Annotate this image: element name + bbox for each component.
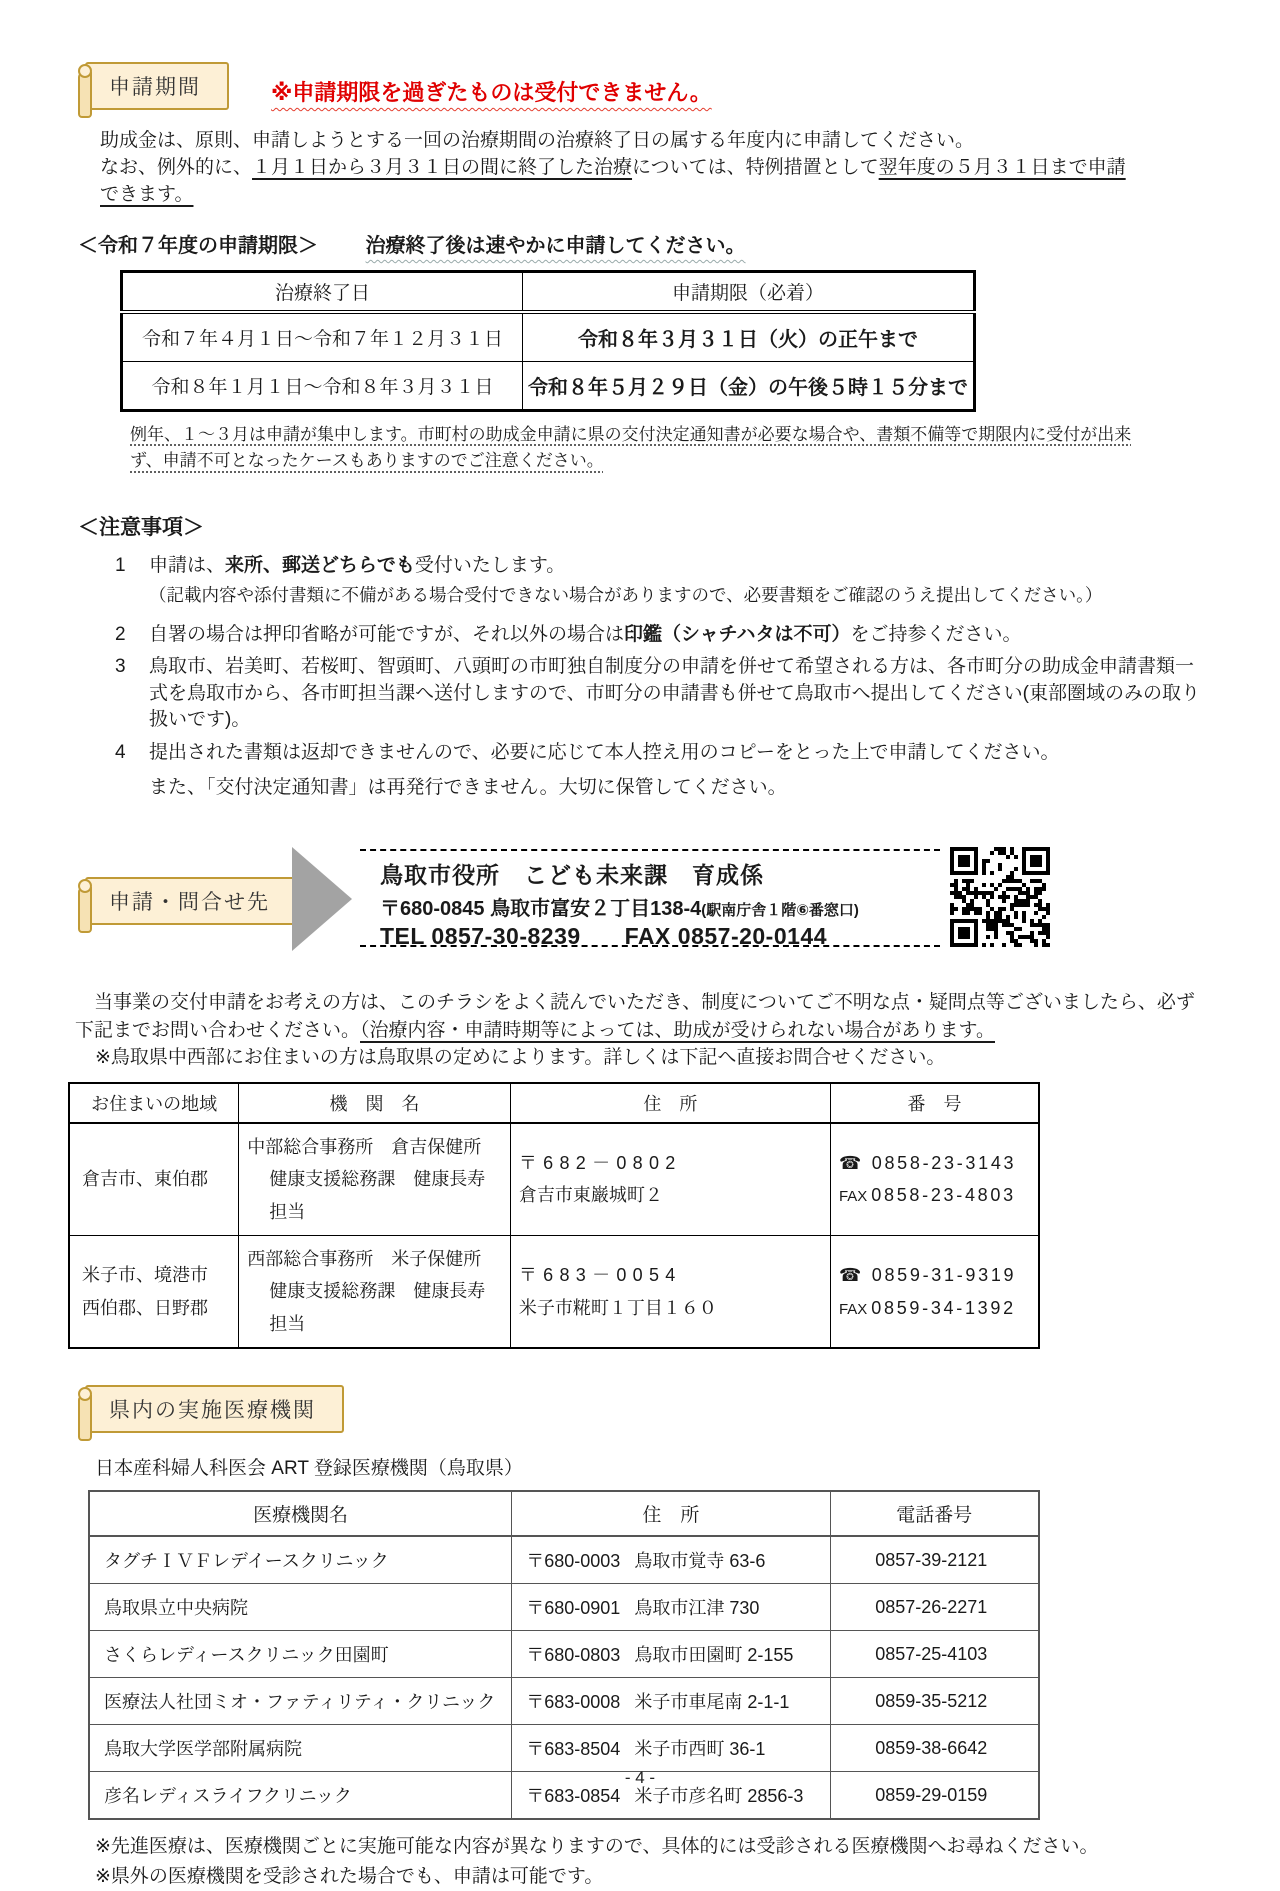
table-row bbox=[122, 361, 975, 410]
table-row bbox=[89, 1536, 1039, 1584]
phone-icon: ☎ bbox=[838, 1265, 865, 1286]
tel-number: 0859-31-9319 bbox=[871, 1265, 1017, 1286]
deadline-heading: ＜令和７年度の申請期限＞ bbox=[78, 234, 318, 257]
period-paragraph-underline1: １月１日から３月３１日の間に終了した治療 bbox=[252, 156, 633, 178]
page-number: - 4 - bbox=[624, 1768, 656, 1787]
clinic-address: 米子市彦名町 2856-3 bbox=[634, 1786, 804, 1807]
clinic-address: 米子市西町 36-1 bbox=[634, 1739, 766, 1760]
period-paragraph-line2-mid: については、特例措置として bbox=[632, 156, 879, 178]
treatment-period-cell: 令和８年１月１日～令和８年３月３１日 bbox=[122, 361, 523, 410]
deadline-cell: 令和８年３月３１日（火）の正午まで bbox=[522, 312, 974, 362]
item-text bbox=[149, 622, 1022, 649]
section-banner-application-period bbox=[85, 62, 229, 110]
clinic-name-cell: 彦名レディスライフクリニック bbox=[89, 1772, 512, 1820]
offices-header-org: 機 関 名 bbox=[239, 1083, 511, 1123]
table-row bbox=[69, 1236, 1039, 1349]
item4-subnote: また、「交付決定通知書」は再発行できません。大切に保管してください。 bbox=[149, 776, 787, 798]
medical-note1: ※先進医療は、医療機関ごとに実施可能な内容が異なりますので、具体的には受診される医療機関へお尋ねください。 bbox=[95, 1836, 1099, 1858]
inquiry-underline: （治療内容・申請時期等によっては、助成が受けられない場合があります。 bbox=[360, 1019, 995, 1041]
table-row bbox=[122, 312, 975, 362]
contact-section bbox=[0, 841, 1280, 959]
deadline-table-note: 例年、１～３月は申請が集中します。市町村の助成金申請に県の交付決定通知書が必要な場合や、書類不備等で期限内に受付が出来ず、申請不可となったケースもありますのでご注意ください。 bbox=[130, 424, 1132, 471]
contact-fax: FAX 0857-20-0144 bbox=[624, 923, 828, 950]
item-number: 1 bbox=[115, 554, 126, 576]
deadline-subheading: 治療終了後は速やかに申請してください。 bbox=[365, 234, 746, 257]
medical-header-address: 住 所 bbox=[512, 1491, 830, 1536]
contact-office-name: 鳥取市役所 こども未来課 育成係 bbox=[380, 862, 764, 889]
contact-address-note: (駅南庁舎１階⑥番窓口) bbox=[701, 902, 859, 920]
fax-number: 0858-23-4803 bbox=[871, 1185, 1016, 1206]
period-paragraph-underline2: 翌年度の５月３１日まで申請 bbox=[878, 156, 1126, 178]
medical-table-header-row bbox=[89, 1491, 1039, 1536]
fax-number: 0859-34-1392 bbox=[871, 1297, 1016, 1318]
clinic-name-cell: さくらレディースクリニック田園町 bbox=[89, 1631, 512, 1678]
clinic-name-cell: 鳥取大学医学部附属病院 bbox=[89, 1725, 512, 1772]
fax-label: FAX bbox=[838, 1188, 868, 1206]
period-paragraph-line1: 助成金は、原則、申請しようとする一回の治療期間の治療終了日の属する年度内に申請してください。 bbox=[100, 130, 975, 151]
item-number: 2 bbox=[115, 623, 126, 645]
section-banner-medical-institutions bbox=[85, 1385, 344, 1433]
clinic-address-cell bbox=[512, 1678, 830, 1725]
offices-table bbox=[68, 1082, 1040, 1349]
table-row bbox=[69, 1123, 1039, 1236]
clinic-address: 鳥取市田園町 2-155 bbox=[634, 1645, 794, 1666]
item2-pre: 自署の場合は押印省略が可能ですが、それ以外の場合は bbox=[149, 623, 625, 645]
list-item bbox=[115, 740, 1200, 767]
deadline-table-header-end-date: 治療終了日 bbox=[122, 271, 523, 312]
period-paragraph-underline3: できます。 bbox=[100, 183, 194, 205]
banner-label: 県内の実施医療機関 bbox=[109, 1399, 316, 1423]
offices-table-header-row bbox=[69, 1083, 1039, 1123]
item1-pre: 申請は、 bbox=[149, 554, 226, 576]
deadline-heading-line bbox=[78, 229, 1280, 258]
table-row bbox=[89, 1631, 1039, 1678]
area-cell bbox=[69, 1236, 239, 1349]
area-cell bbox=[69, 1123, 239, 1236]
cautions-heading: ＜注意事項＞ bbox=[78, 515, 204, 539]
item1-post: 受付いたします。 bbox=[414, 554, 566, 576]
deadline-table bbox=[120, 270, 976, 412]
clinic-phone-cell: 0857-25-4103 bbox=[830, 1631, 1039, 1678]
period-paragraph bbox=[100, 128, 1190, 209]
medical-subtitle: 日本産科婦人科医会 ART 登録医療機関（鳥取県） bbox=[95, 1458, 523, 1480]
clinic-zip: 〒680-0003 bbox=[526, 1551, 621, 1572]
inquiry-line3: ※鳥取県中西部にお住まいの方は鳥取県の定めによります。詳しくは下記へ直接お問合せください。 bbox=[95, 1047, 946, 1069]
medical-note2: ※県外の医療機関を受診された場合でも、申請は可能です。 bbox=[95, 1865, 604, 1887]
table-row bbox=[89, 1678, 1039, 1725]
clinic-name-cell: 医療法人社団ミオ・ファティリティ・クリニック bbox=[89, 1678, 512, 1725]
inquiry-line1: 当事業の交付申請をお考えの方は、このチラシをよく読んでいただき、制度についてご不明な点・疑問点等ございましたら、必ず下記までお問い合わせください。 bbox=[75, 992, 1195, 1041]
clinic-zip: 〒680-0803 bbox=[526, 1645, 621, 1666]
table-row bbox=[89, 1725, 1039, 1772]
org-line1: 中部総合事務所 倉吉保健所 bbox=[247, 1136, 482, 1157]
item-text bbox=[149, 553, 565, 580]
deadline-cell: 令和８年５月２９日（金）の午後５時１５分まで bbox=[522, 361, 974, 410]
arrow-right-icon bbox=[292, 847, 352, 951]
fax-label: FAX bbox=[838, 1300, 868, 1318]
clinic-zip: 〒683-0854 bbox=[526, 1786, 621, 1807]
number-cell bbox=[830, 1123, 1039, 1236]
clinic-address: 鳥取市覚寺 63-6 bbox=[634, 1551, 766, 1572]
item2-bold: 印鑑（シャチハタは不可） bbox=[624, 623, 851, 645]
area-line2: 西伯郡、日野郡 bbox=[82, 1297, 208, 1318]
medical-notes bbox=[95, 1832, 1210, 1891]
medical-header-name: 医療機関名 bbox=[89, 1491, 512, 1536]
address-line: 米子市糀町１丁目１６０ bbox=[518, 1297, 717, 1318]
clinic-name-cell: タグチＩＶＦレデイースクリニック bbox=[89, 1536, 512, 1584]
clinic-address-cell bbox=[512, 1725, 830, 1772]
deadline-table-header-row bbox=[122, 271, 975, 312]
table-row bbox=[89, 1584, 1039, 1631]
item-number: 3 bbox=[115, 656, 126, 678]
item-text: 提出された書類は返却できませんので、必要に応じて本人控え用のコピーをとった上で申請してください。 bbox=[149, 742, 1060, 764]
period-paragraph-line2-prefix: なお、例外的に、 bbox=[100, 156, 253, 178]
clinic-address-cell bbox=[512, 1536, 830, 1584]
address-cell bbox=[510, 1123, 830, 1236]
deadline-table-header-deadline: 申請期限（必着） bbox=[522, 271, 974, 312]
contact-phone-line bbox=[380, 923, 940, 950]
clinic-address: 鳥取市江津 730 bbox=[634, 1598, 760, 1619]
contact-tel: TEL 0857-30-8239 bbox=[380, 923, 581, 950]
treatment-period-cell: 令和７年４月１日～令和７年１２月３１日 bbox=[122, 312, 523, 362]
deadline-warning-text: ※申請期限を過ぎたものは受付できません。 bbox=[271, 80, 712, 105]
org-cell bbox=[239, 1236, 511, 1349]
banner-label: 申請期間 bbox=[109, 76, 201, 99]
org-cell bbox=[239, 1123, 511, 1236]
qr-code bbox=[948, 845, 1052, 949]
list-item bbox=[115, 654, 1200, 734]
clinic-phone-cell: 0859-38-6642 bbox=[830, 1725, 1039, 1772]
clinic-phone-cell: 0857-26-2271 bbox=[830, 1584, 1039, 1631]
item1-subnote: （記載内容や添付書類に不備がある場合受付できない場合がありますので、必要書類をご確認のうえ提出してください。） bbox=[149, 585, 1103, 606]
list-item bbox=[115, 622, 1200, 649]
list-item bbox=[115, 553, 1200, 580]
clinic-name-cell: 鳥取県立中央病院 bbox=[89, 1584, 512, 1631]
clinic-phone-cell: 0859-35-5212 bbox=[830, 1678, 1039, 1725]
org-line1: 西部総合事務所 米子保健所 bbox=[247, 1249, 482, 1270]
area-line1: 米子市、境港市 bbox=[82, 1265, 208, 1286]
clinic-zip: 〒680-0901 bbox=[526, 1598, 621, 1619]
contact-address bbox=[380, 892, 940, 921]
medical-header-phone: 電話番号 bbox=[830, 1491, 1039, 1536]
address-cell bbox=[510, 1236, 830, 1349]
item-number: 4 bbox=[115, 742, 126, 764]
zip-line: 〒683－0054 bbox=[518, 1265, 682, 1286]
org-line2: 健康支援総務課 健康長寿担当 bbox=[269, 1281, 486, 1334]
phone-icon: ☎ bbox=[838, 1153, 865, 1174]
item2-post: をご持参ください。 bbox=[850, 623, 1022, 645]
offices-header-address: 住 所 bbox=[510, 1083, 830, 1123]
inquiry-paragraph bbox=[75, 989, 1210, 1072]
area-line1: 倉吉市、東伯郡 bbox=[82, 1169, 208, 1190]
clinic-phone-cell: 0859-29-0159 bbox=[830, 1772, 1039, 1820]
item-text: 鳥取市、岩美町、若桜町、智頭町、八頭町の市町独自制度分の申請を併せて希望される方は、各市町分の助成金申請書類一式を鳥取市から、各市町担当課へ送付しますので、市町分の申請書も併せて鳥取市へ提出してください(東部圏域のみの取り扱いです)。 bbox=[149, 656, 1200, 731]
clinic-address-cell bbox=[512, 1631, 830, 1678]
cautions-list bbox=[115, 553, 1200, 802]
banner-label: 申請・問合せ先 bbox=[109, 891, 270, 915]
clinic-phone-cell: 0857-39-2121 bbox=[830, 1536, 1039, 1584]
clinic-zip: 〒683-8504 bbox=[526, 1739, 621, 1760]
clinic-address: 米子市車尾南 2-1-1 bbox=[634, 1692, 790, 1713]
item1-bold: 来所、郵送どちらでも bbox=[225, 554, 415, 576]
org-line2: 健康支援総務課 健康長寿担当 bbox=[269, 1169, 486, 1222]
zip-line: 〒682－0802 bbox=[518, 1153, 682, 1174]
clinic-address-cell bbox=[512, 1584, 830, 1631]
offices-header-area: お住まいの地域 bbox=[69, 1083, 239, 1123]
address-line: 倉吉市東巌城町２ bbox=[518, 1185, 663, 1206]
offices-header-number: 番 号 bbox=[830, 1083, 1039, 1123]
contact-box bbox=[360, 849, 940, 950]
tel-number: 0858-23-3143 bbox=[871, 1153, 1017, 1174]
number-cell bbox=[830, 1236, 1039, 1349]
section-banner-contact bbox=[85, 877, 298, 925]
clinic-zip: 〒683-0008 bbox=[526, 1692, 621, 1713]
contact-address-main: 〒680-0845 鳥取市富安２丁目138-4 bbox=[380, 898, 702, 921]
